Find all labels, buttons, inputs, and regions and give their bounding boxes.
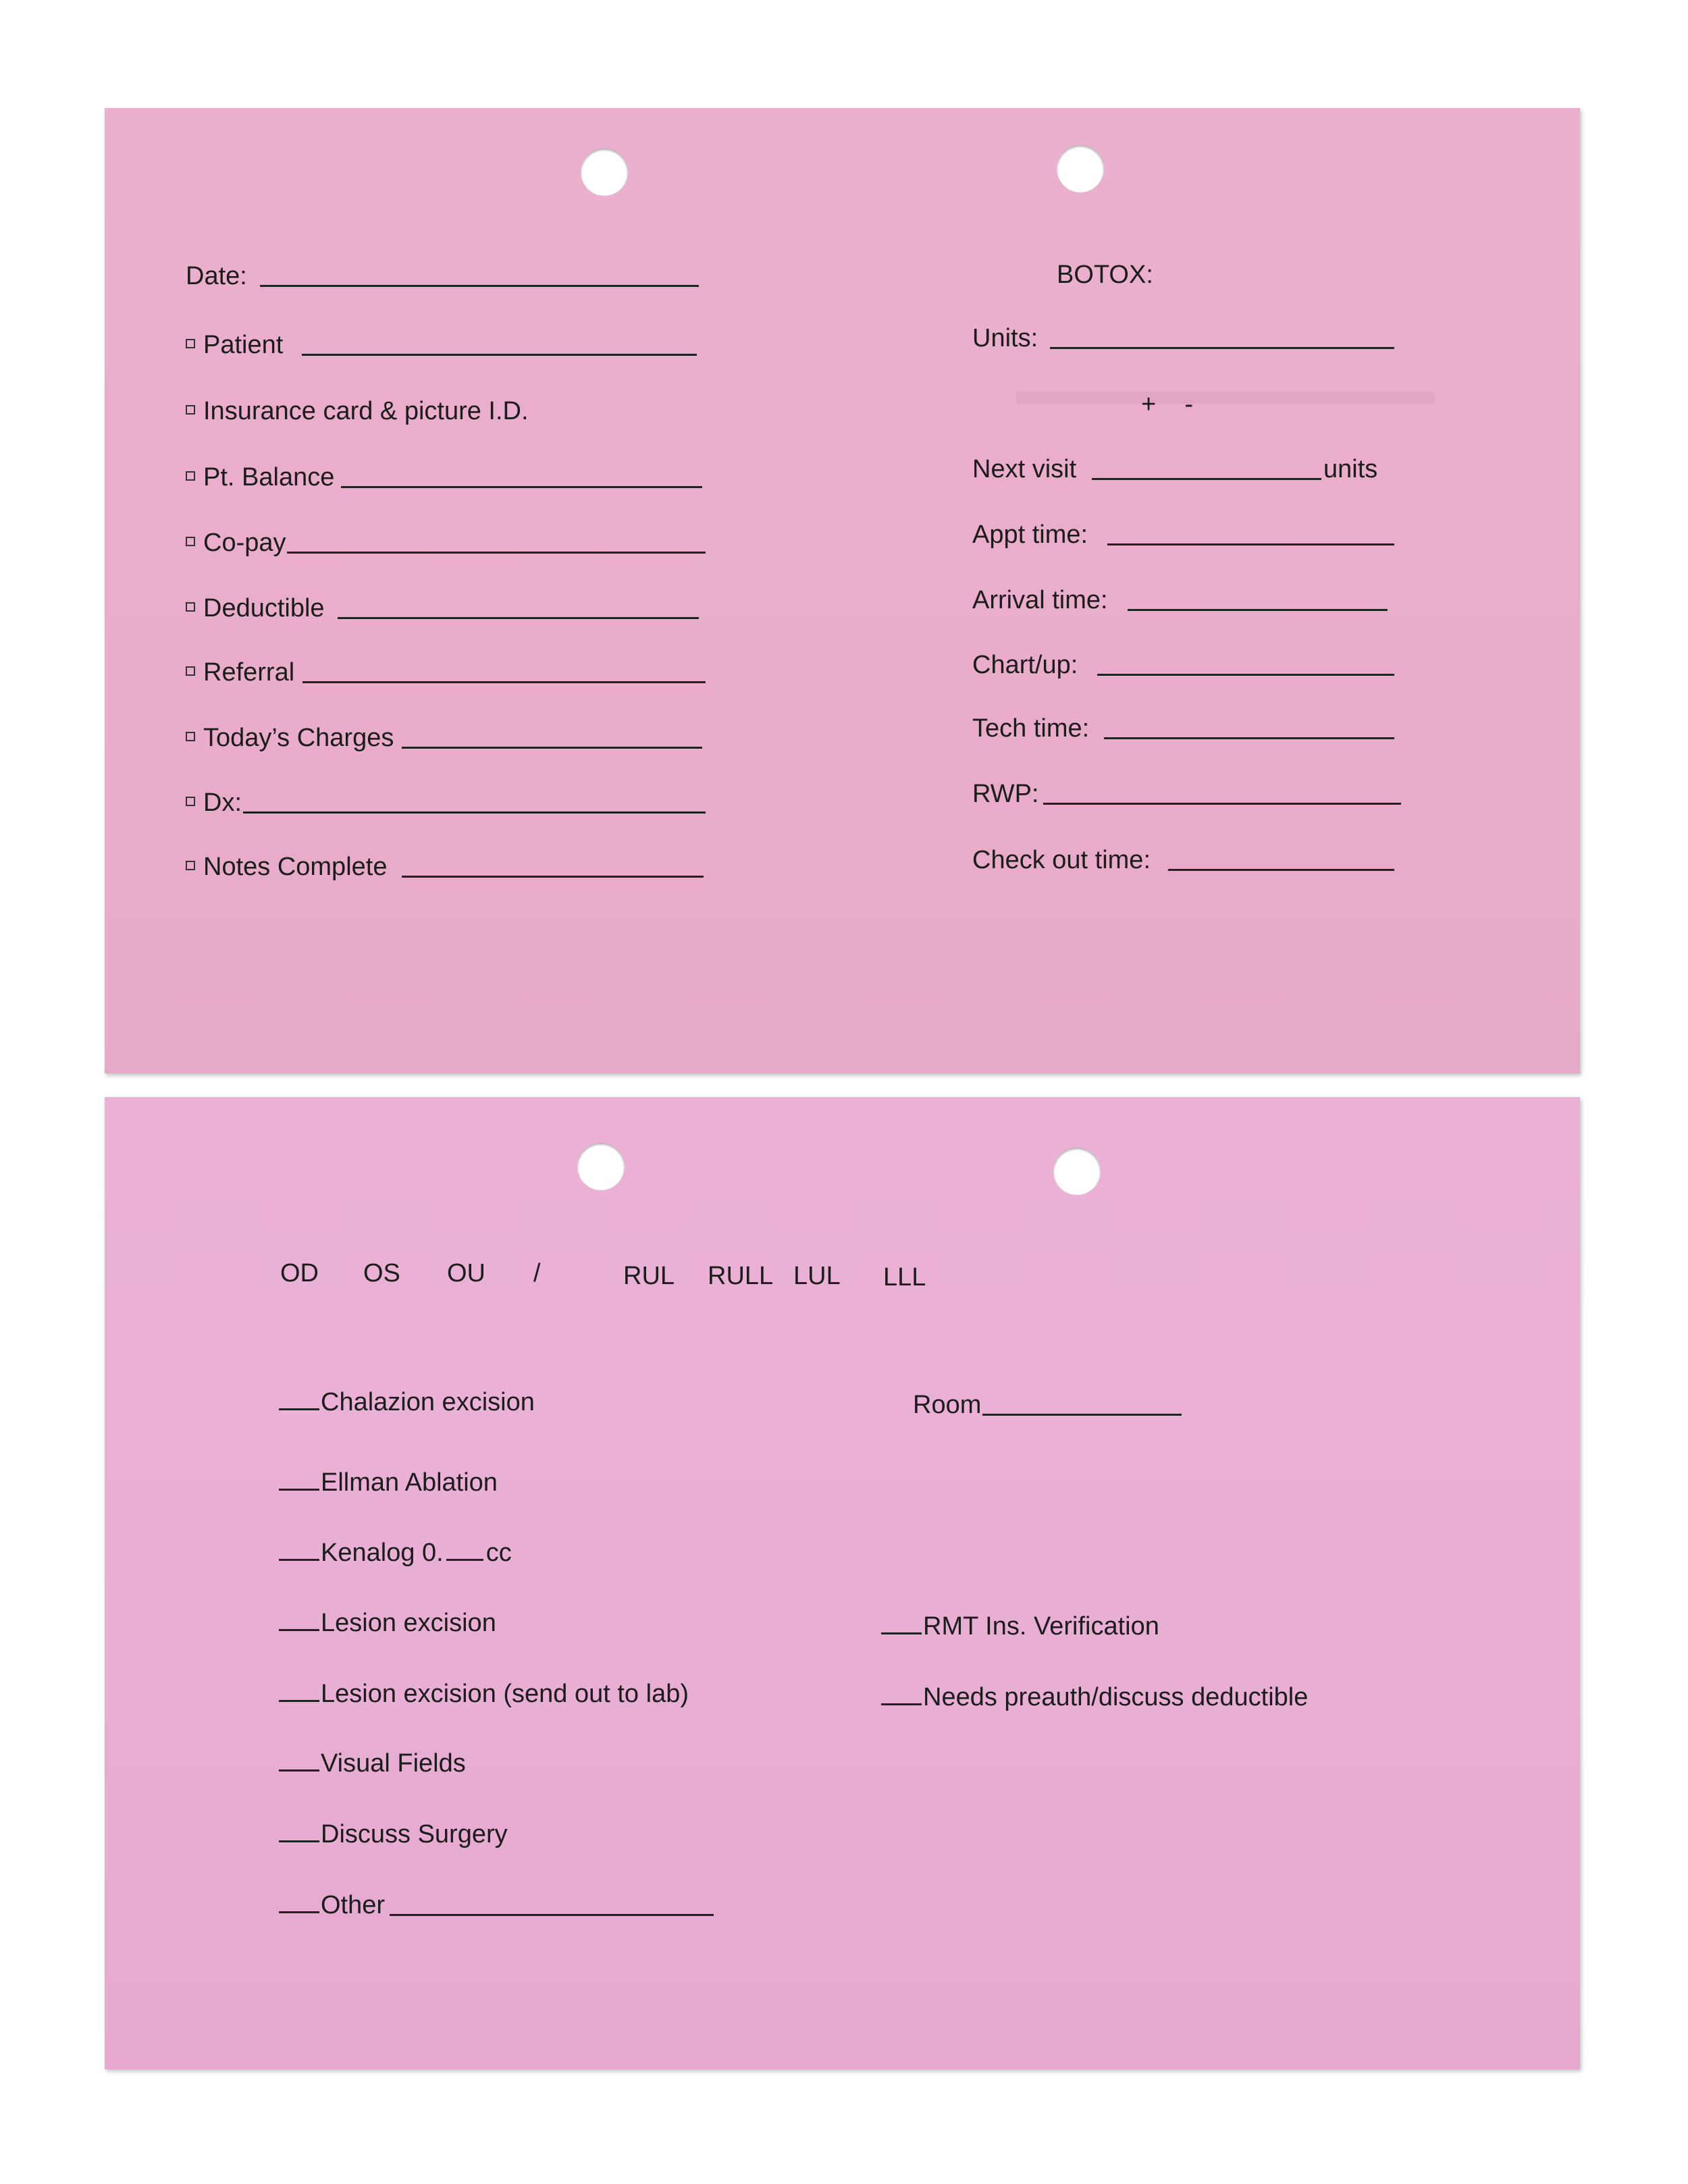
check-blank[interactable] [881, 1632, 922, 1634]
units-suffix: units [1323, 455, 1378, 483]
todays-charges-item[interactable] [186, 725, 394, 751]
eye-option-os[interactable]: OS [363, 1259, 400, 1287]
procedure-label: Visual Fields [321, 1749, 466, 1778]
eye-option-rull[interactable]: RULL [708, 1262, 774, 1290]
referral-label: Referral [203, 658, 295, 687]
punch-hole [1053, 1148, 1101, 1195]
patient-item[interactable] [186, 332, 283, 358]
appt-time-label: Appt time: [972, 521, 1088, 549]
checkbox-icon[interactable] [186, 732, 195, 741]
punch-hole [1057, 145, 1104, 192]
eye-option-od[interactable]: OD [280, 1259, 319, 1287]
procedure-label: Lesion excision (send out to lab) [321, 1680, 689, 1708]
tech-time-label: Tech time: [972, 714, 1090, 743]
checkbox-icon[interactable] [186, 339, 195, 348]
admin-label: RMT Ins. Verification [923, 1612, 1159, 1641]
eye-option-lul[interactable]: LUL [793, 1262, 841, 1290]
rwp-field[interactable] [1043, 803, 1401, 805]
dx-item[interactable] [186, 790, 242, 816]
arrival-time-field[interactable] [1128, 609, 1388, 611]
procedure-label: Chalazion excision [321, 1388, 535, 1416]
other-field[interactable] [390, 1914, 714, 1916]
punch-hole [577, 1143, 625, 1190]
checkbox-icon[interactable] [186, 405, 195, 415]
kenalog-unit: cc [485, 1539, 512, 1567]
notes-complete-field[interactable] [402, 876, 704, 878]
front-card [105, 108, 1580, 1073]
date-label: Date: [186, 262, 247, 290]
chart-up-field[interactable] [1097, 674, 1394, 676]
referral-item[interactable] [186, 660, 294, 685]
procedure-label: Lesion excision [321, 1609, 496, 1637]
copay-item[interactable] [186, 530, 286, 556]
room-label: Room [913, 1391, 982, 1419]
procedure-discuss-surgery[interactable] [279, 1821, 508, 1847]
notes-complete-item[interactable] [186, 854, 387, 880]
procedure-other[interactable] [279, 1892, 385, 1918]
check-blank[interactable] [279, 1408, 319, 1410]
dx-label: Dx: [203, 789, 242, 817]
checkbox-icon[interactable] [186, 602, 195, 612]
procedure-lesion-excision[interactable] [279, 1610, 496, 1636]
notes-complete-label: Notes Complete [203, 853, 388, 881]
next-visit-label: Next visit [972, 455, 1077, 483]
eye-option-rul[interactable]: RUL [623, 1262, 675, 1290]
checkbox-icon[interactable] [186, 471, 195, 481]
eye-option-ou[interactable]: OU [447, 1259, 485, 1287]
check-blank[interactable] [279, 1840, 319, 1842]
procedure-label: Other [321, 1891, 386, 1919]
admin-label: Needs preauth/discuss deductible [923, 1683, 1309, 1711]
deductible-item[interactable] [186, 595, 325, 621]
room-field[interactable] [982, 1414, 1182, 1416]
rwp-label: RWP: [972, 780, 1039, 808]
check-blank[interactable] [279, 1699, 319, 1702]
check-blank[interactable] [279, 1911, 319, 1913]
patient-label: Patient [203, 331, 284, 359]
procedure-visual-fields[interactable] [279, 1751, 466, 1776]
patient-field[interactable] [302, 354, 697, 356]
insurance-label: Insurance card & picture I.D. [203, 397, 529, 425]
admin-needs-preauth[interactable] [881, 1684, 1308, 1710]
admin-rmt-ins-verification[interactable] [881, 1614, 1159, 1639]
procedure-chalazion-excision[interactable] [279, 1389, 535, 1415]
plus-minus[interactable]: + - [1141, 390, 1194, 419]
checkbox-icon[interactable] [186, 666, 195, 676]
arrival-time-label: Arrival time: [972, 586, 1108, 614]
procedure-kenalog[interactable] [279, 1540, 512, 1566]
todays-charges-label: Today’s Charges [203, 724, 394, 752]
checkbox-icon[interactable] [186, 861, 195, 870]
eye-option-separator: / [533, 1259, 541, 1287]
procedure-lesion-excision-lab[interactable] [279, 1681, 689, 1707]
bleed-through-shadow [1016, 392, 1435, 404]
procedure-label: Kenalog 0. [321, 1539, 444, 1567]
insurance-item[interactable] [186, 398, 529, 424]
copay-label: Co-pay [203, 529, 286, 557]
date-field[interactable] [260, 285, 699, 287]
back-card [105, 1097, 1580, 2069]
chart-up-label: Chart/up: [972, 651, 1078, 679]
check-blank[interactable] [881, 1703, 922, 1705]
check-blank[interactable] [279, 1628, 319, 1631]
tech-time-field[interactable] [1104, 737, 1394, 739]
pt-balance-item[interactable] [186, 464, 334, 490]
deductible-field[interactable] [338, 617, 699, 619]
deductible-label: Deductible [203, 594, 325, 622]
checkbox-icon[interactable] [186, 537, 195, 546]
check-out-time-field[interactable] [1168, 869, 1394, 871]
pt-balance-label: Pt. Balance [203, 463, 335, 491]
check-out-time-label: Check out time: [972, 846, 1151, 874]
kenalog-amount-field[interactable] [446, 1558, 483, 1561]
procedure-label: Ellman Ablation [321, 1468, 498, 1497]
appt-time-field[interactable] [1107, 543, 1394, 545]
procedure-ellman-ablation[interactable] [279, 1470, 498, 1495]
dx-field[interactable] [243, 811, 706, 814]
procedure-label: Discuss Surgery [321, 1820, 508, 1848]
checkbox-icon[interactable] [186, 797, 195, 806]
pt-balance-field[interactable] [341, 486, 702, 488]
copay-field[interactable] [287, 552, 706, 554]
next-visit-field[interactable] [1092, 478, 1321, 480]
botox-label: BOTOX: [1057, 261, 1153, 289]
check-blank[interactable] [279, 1488, 319, 1491]
units-label: Units: [972, 324, 1038, 352]
check-blank[interactable] [279, 1558, 319, 1561]
eye-option-lll[interactable]: LLL [883, 1263, 926, 1291]
todays-charges-field[interactable] [402, 747, 702, 749]
units-field[interactable] [1050, 347, 1394, 349]
referral-field[interactable] [302, 681, 706, 683]
punch-hole [581, 149, 628, 196]
check-blank[interactable] [279, 1769, 319, 1772]
